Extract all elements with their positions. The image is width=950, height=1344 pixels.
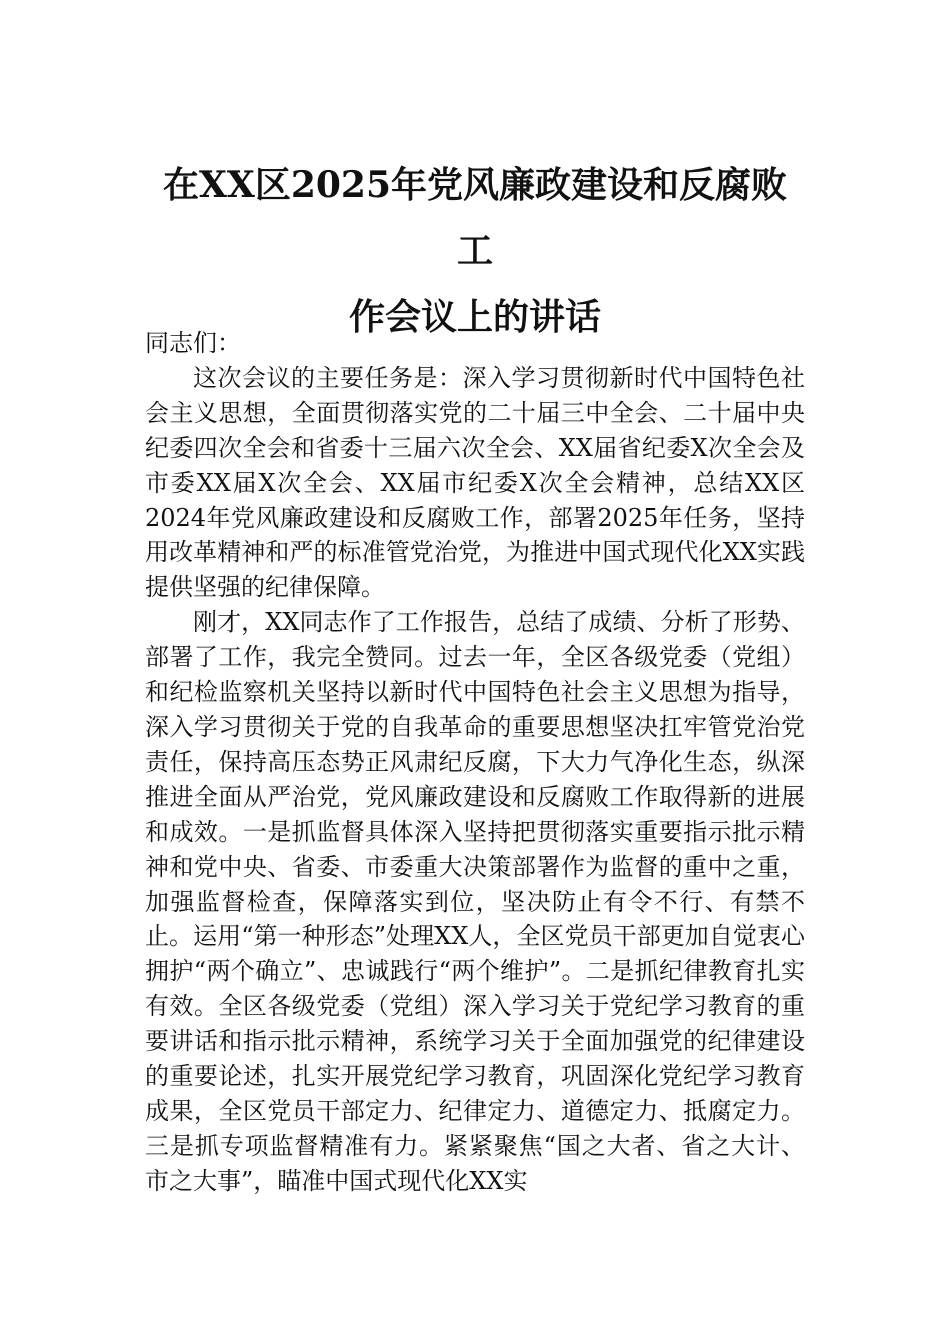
document-body — [145, 326, 805, 1199]
document-title — [145, 152, 805, 350]
title-line-2: 作会议上的讲话 — [348, 296, 601, 338]
salutation: 同志们： — [145, 329, 241, 357]
paragraph-1: 这次会议的主要任务是：深入学习贯彻新时代中国特色社会主义思想，全面贯彻落实党的二十届三中全会、二十届中央纪委四次全会和省委十三届六次全会、XX届省纪委X次全会及市委XX届X次全会、XX届市纪委X次全会精神，总结XX区2024年党风廉政建设和反腐败工作，部署2025年任务，坚持用改革精神和严的标准管党治党，为推进中国式现代化XX实践提供坚强的纪律保障。 — [145, 363, 805, 602]
title-line-1: 在XX区2025年党风廉政建设和反腐败工 — [162, 164, 788, 272]
paragraph-2: 刚才，XX同志作了工作报告，总结了成绩、分析了形势、部署了工作，我完全赞同。过去一年，全区各级党委（党组）和纪检监察机关坚持以新时代中国特色社会主义思想为指导，深入学习贯彻关于党的自我革命的重要思想坚决扛牢管党治党责任，保持高压态势正风肃纪反腐，下大力气净化生态，纵深推进全面从严治党，党风廉政建设和反腐败工作取得新的进展和成效。一是抓监督具体深入坚持把贯彻落实重要指示批示精神和党中央、省委、市委重大决策部署作为监督的重中之重，加强监督检查，保障落实到位，坚决防止有令不行、有禁不止。运用“第一种形态”处理XX人，全区党员干部更加自觉衷心拥护“两个确立”、忠诚践行“两个维护”。二是抓纪律教育扎实有效。全区各级党委（党组）深入学习关于党纪学习教育的重要讲话和指示批示精神，系统学习关于全面加强党的纪律建设的重要论述，扎实开展党纪学习教育，巩固深化党纪学习教育成果，全区党员干部定力、纪律定力、道德定力、抵腐定力。三是抓专项监督精准有力。紧紧聚焦“国之大者、省之大计、市之大事”，瞄准中国式现代化XX实 — [145, 608, 805, 1195]
